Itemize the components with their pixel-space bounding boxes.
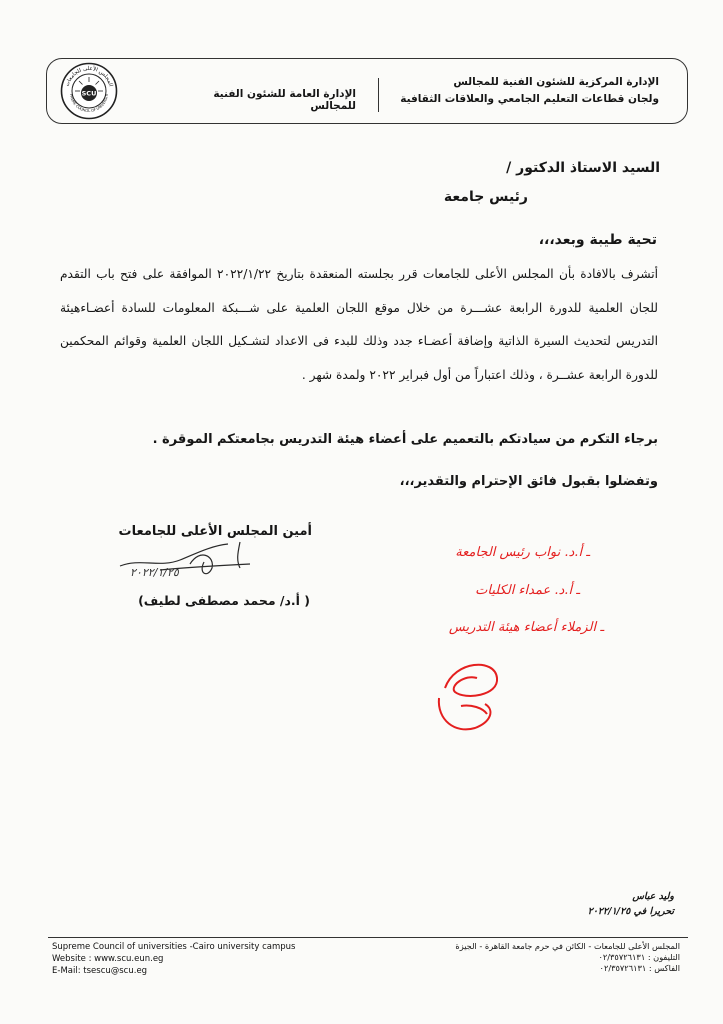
footer-address: Supreme Council of universities -Cairo university campus	[52, 942, 296, 952]
red-handwritten-signature	[425, 648, 515, 738]
svg-text:SUPREME COUNCIL OF UNIVERSITIE: PREME COUNCIL OF UNIVERSITI	[69, 93, 109, 114]
svg-text:المجلس الأعلى للجامعات: المجلس الأعلى للجامعات	[64, 65, 114, 88]
handwritten-note-3: ـ الزملاء أعضاء هيئة التدريس	[448, 620, 604, 635]
footer-email: E-Mail: tsescu@scu.eg	[52, 966, 148, 976]
footer-website: Website : www.scu.eun.eg	[52, 954, 164, 964]
footer-address-ar: المجلس الأعلى للجامعات - الكائن في حرم جامعة القاهرة - الجيزة	[455, 941, 680, 951]
footer-contact-english	[52, 941, 295, 977]
handwritten-signature	[100, 538, 270, 590]
header-line-2: ولجان قطاعات التعليم الجامعي والعلاقات الثقافية	[400, 93, 659, 105]
signature-date: ٢٠٢٢/١/٢٥	[130, 566, 179, 579]
footer-contact-arabic	[440, 941, 680, 974]
footer-divider	[48, 937, 688, 938]
salutation-line-1: السيد الاستاذ الدكتور /	[506, 160, 660, 176]
department-header-right	[369, 74, 659, 108]
department-header-left: الإدارة العامة للشئون الفنية للمجالس	[213, 88, 356, 112]
salutation-line-2: رئيس جامعة	[443, 189, 528, 205]
closing-line: وتفضلوا بقبول فائق الإحترام والتقدير،،،	[399, 474, 658, 489]
svg-text:SCU: SCU	[81, 89, 97, 98]
footer-fax: الفاكس : ٠٢/٣٥٧٢٦١٣١	[599, 963, 680, 973]
clerk-name: وليد عباس	[632, 891, 674, 902]
signatory-name: ( أ.د/ محمد مصطفى لطيف)	[138, 593, 310, 608]
header-divider	[378, 78, 379, 112]
footer-phone: التليفون : ٠٢/٣٥٧٢٦١٣١	[598, 952, 680, 962]
body-paragraph: أتشرف بالافادة بأن المجلس الأعلى للجامعات قرر بجلسته المنعقدة بتاريخ ٢٠٢٢/١/٢٢ الموافقة على فتح باب التقدم للجان العلمية للدورة الرابعة عشـــرة من خلال موقع اللجان العلمية على شـــبكة المعلومات للسادة أعضـاءهيئة التدريس لتحديث السيرة الذاتية وإضافة أعضـاء جدد وذلك للبدء فى الاعداد لتشـكيل اللجان العلمية وقوائم المحكمين للدورة الرابعة عشــرة ، وذلك اعتباراً من أول فبراير ٢٠٢٢ ولمدة شهر .	[60, 267, 658, 382]
scu-logo	[60, 62, 118, 120]
header-line-1: الإدارة المركزية للشئون الفنية للمجالس	[453, 76, 659, 88]
greeting: تحية طيبة وبعد،،،	[538, 232, 657, 248]
handwritten-note-2: ـ أ.د. عمداء الكليات	[475, 583, 580, 598]
clerk-date: تحريرا في ٢٠٢٢/١/٢٥	[587, 906, 674, 917]
signatory-title: أمين المجلس الأعلى للجامعات	[118, 524, 312, 539]
handwritten-note-1: ـ أ.د. نواب رئيس الجامعة	[455, 545, 590, 560]
request-line: برجاء التكرم من سيادتكم بالتعميم على أعضاء هيئة التدريس بجامعتكم الموقرة .	[152, 432, 658, 447]
